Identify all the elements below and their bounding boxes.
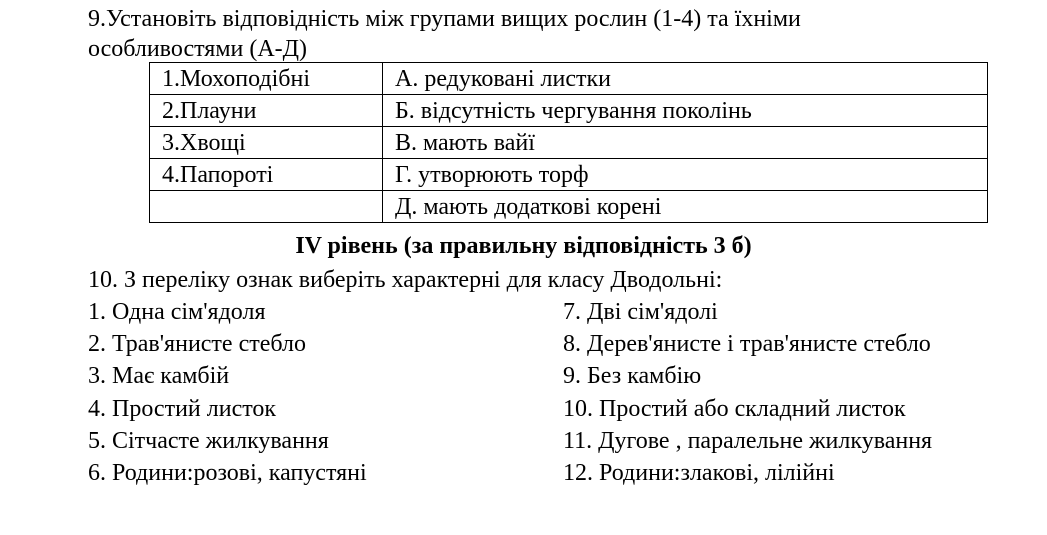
option-item: 10. Простий або складний листок: [563, 396, 906, 422]
question-9-text-line-2: особливостями (А-Д): [88, 36, 308, 62]
table-row: [150, 63, 988, 95]
option-item: 2. Трав'янисте стебло: [88, 331, 306, 357]
table-row: [150, 191, 988, 223]
table-row: [150, 159, 988, 191]
table-cell-group: 1.Мохоподібні: [150, 63, 383, 95]
table-cell-group: 3.Хвощі: [150, 127, 383, 159]
table-row: [150, 95, 988, 127]
option-item: 1. Одна сім'ядоля: [88, 299, 266, 325]
table-cell-feature: Б. відсутність чергування поколінь: [383, 95, 988, 127]
option-item: 6. Родини:розові, капустяні: [88, 460, 367, 486]
table-cell-group: 2.Плауни: [150, 95, 383, 127]
question-9-text-line-1: 9.Установіть відповідність між групами вищих рослин (1-4) та їхніми: [88, 6, 801, 32]
table-cell-feature: В. мають вайї: [383, 127, 988, 159]
matching-table: [149, 62, 988, 223]
option-item: 7. Дві сім'ядолі: [563, 299, 718, 325]
table-row: [150, 127, 988, 159]
option-item: 8. Дерев'янисте і трав'янисте стебло: [563, 331, 931, 357]
option-item: 11. Дугове , паралельне жилкування: [563, 428, 933, 454]
question-10-title: 10. З переліку ознак виберіть характерні для класу Дводольні:: [88, 267, 723, 293]
option-item: 9. Без камбію: [563, 363, 702, 389]
table-cell-feature: А. редуковані листки: [383, 63, 988, 95]
table-cell-group: [150, 191, 383, 223]
table-cell-group: 4.Папороті: [150, 159, 383, 191]
level-heading: IV рівень (за правильну відповідність 3 б): [295, 233, 752, 259]
option-item: 4. Простий листок: [88, 396, 277, 422]
option-item: 12. Родини:злакові, лілійні: [563, 460, 835, 486]
option-item: 3. Має камбій: [88, 363, 230, 389]
table-cell-feature: Г. утворюють торф: [383, 159, 988, 191]
table-cell-feature: Д. мають додаткові корені: [383, 191, 988, 223]
option-item: 5. Сітчасте жилкування: [88, 428, 329, 454]
